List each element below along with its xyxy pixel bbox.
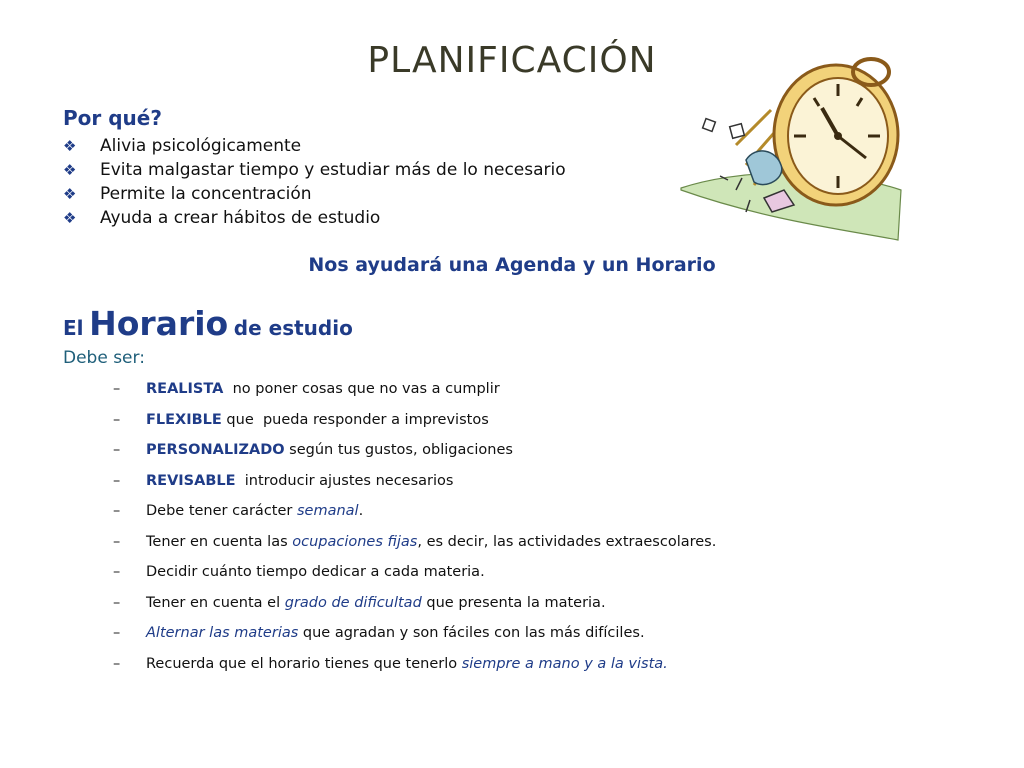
list-item: – Debe tener carácter semanal. — [113, 498, 716, 529]
dash-bullet: – — [113, 564, 121, 580]
dash-bullet: – — [113, 625, 121, 641]
list-item: ❖ Evita malgastar tiempo y estudiar más de lo necesario — [63, 160, 566, 180]
dash-bullet: – — [113, 381, 121, 397]
dash-bullet: – — [113, 472, 121, 489]
diamond-bullet-icon: ❖ — [63, 137, 77, 155]
reasons-list — [63, 134, 566, 230]
dash-bullet: – — [113, 655, 121, 672]
list-item: – FLEXIBLE que pueda responder a imprevistos — [113, 407, 716, 438]
page-title: PLANIFICACIÓN — [367, 40, 657, 81]
dash-bullet: – — [113, 594, 121, 611]
dash-bullet: – — [113, 411, 121, 428]
horario-heading: El Horario de estudio — [63, 304, 353, 343]
list-item: – Tener en cuenta las ocupaciones fijas, es decir, las actividades extraescolares. — [113, 529, 716, 560]
rules-list — [113, 376, 716, 681]
dash-bullet: – — [113, 533, 121, 550]
list-item: ❖ Alivia psicológicamente — [63, 136, 302, 156]
flying-clock-icon — [676, 50, 906, 250]
list-item: – Tener en cuenta el grado de dificultad que presenta la materia. — [113, 590, 716, 621]
por-que-heading: Por qué? — [63, 106, 162, 130]
list-item: ❖ Permite la concentración — [63, 184, 312, 204]
list-item: – REALISTA no poner cosas que no vas a cumplir — [113, 376, 716, 407]
list-item: – Alternar las materias que agradan y son fáciles con las más difíciles. — [113, 620, 716, 651]
dash-bullet: – — [113, 503, 121, 519]
list-item: – Decidir cuánto tiempo dedicar a cada materia. — [113, 559, 716, 590]
dash-bullet: – — [113, 442, 121, 458]
list-item: – REVISABLE introducir ajustes necesarios — [113, 468, 716, 499]
list-item: – PERSONALIZADO según tus gustos, obligaciones — [113, 437, 716, 468]
list-item: – Recuerda que el horario tienes que tenerlo siempre a mano y a la vista. — [113, 651, 716, 682]
agenda-line: Nos ayudará una Agenda y un Horario — [308, 254, 716, 276]
diamond-bullet-icon: ❖ — [63, 185, 77, 203]
diamond-bullet-icon: ❖ — [63, 209, 77, 227]
diamond-bullet-icon: ❖ — [63, 161, 77, 179]
debe-ser-label: Debe ser: — [63, 348, 145, 368]
list-item: ❖ Ayuda a crear hábitos de estudio — [63, 208, 381, 228]
